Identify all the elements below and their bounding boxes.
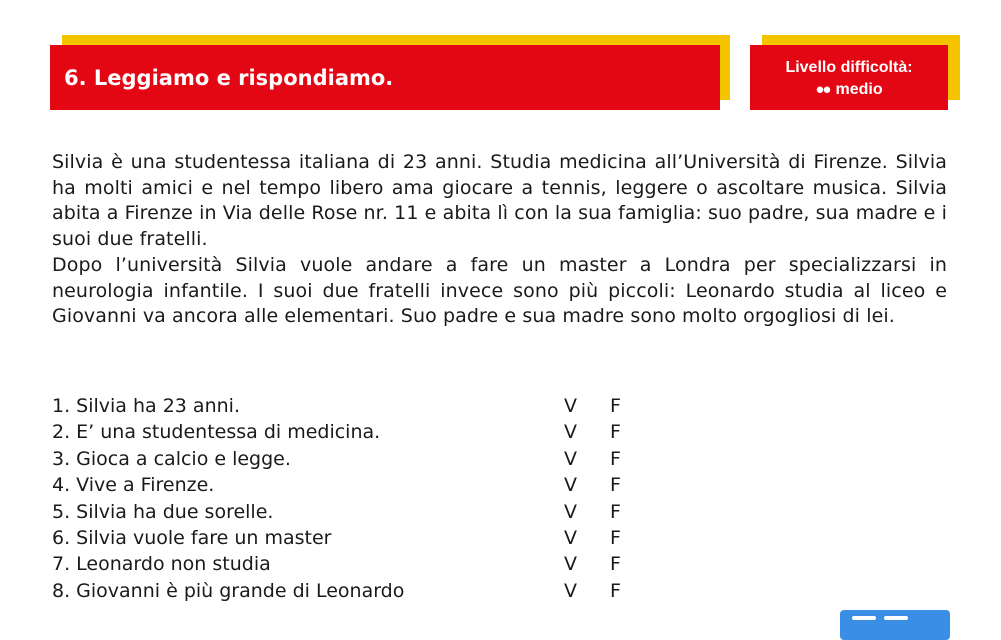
true-option[interactable]: V bbox=[564, 395, 577, 417]
exercise-title: 6. Leggiamo e rispondiamo. bbox=[64, 65, 394, 90]
difficulty-level-box bbox=[750, 45, 948, 110]
difficulty-label: Livello difficoltà: bbox=[785, 59, 913, 76]
question-item bbox=[52, 578, 652, 604]
question-item bbox=[52, 499, 652, 525]
passage-paragraph-2: Dopo l’università Silvia vuole andare a fare un master a Londra per specializzarsi in neurologia infantile. I suoi due fratelli invece sono più piccoli: Leonardo studia al liceo e Giovanni va ancora alle elementari. Suo padre e sua madre sono molto orgogliosi di lei. bbox=[52, 253, 947, 328]
true-option[interactable]: V bbox=[564, 474, 577, 497]
false-option[interactable]: F bbox=[610, 500, 621, 523]
question-text: 1. Silvia ha 23 anni. bbox=[52, 395, 240, 417]
true-option[interactable]: V bbox=[564, 553, 577, 576]
question-item bbox=[52, 525, 652, 551]
question-item bbox=[52, 393, 652, 419]
false-option[interactable]: F bbox=[610, 579, 621, 602]
true-option[interactable]: V bbox=[564, 500, 577, 523]
false-option[interactable]: F bbox=[610, 553, 621, 576]
true-option[interactable]: V bbox=[564, 421, 577, 444]
false-option[interactable]: F bbox=[610, 395, 621, 417]
question-text: 3. Gioca a calcio e legge. bbox=[52, 447, 291, 470]
toolbar-handle-icon bbox=[852, 616, 876, 620]
false-option[interactable]: F bbox=[610, 421, 621, 444]
corner-toolbar-widget[interactable] bbox=[840, 610, 950, 640]
true-option[interactable]: V bbox=[564, 579, 577, 602]
difficulty-dots-icon: ●● bbox=[815, 81, 830, 98]
question-text: 6. Silvia vuole fare un master bbox=[52, 526, 332, 549]
difficulty-value: medio bbox=[835, 81, 883, 98]
question-item bbox=[52, 419, 652, 445]
true-option[interactable]: V bbox=[564, 447, 577, 470]
false-option[interactable]: F bbox=[610, 526, 621, 549]
question-text: 8. Giovanni è più grande di Leonardo bbox=[52, 579, 405, 602]
difficulty-value-row bbox=[750, 79, 948, 101]
question-text: 4. Vive a Firenze. bbox=[52, 474, 215, 497]
reading-passage bbox=[52, 150, 947, 330]
question-text: 7. Leonardo non studia bbox=[52, 553, 271, 576]
true-false-questions bbox=[52, 393, 652, 604]
false-option[interactable]: F bbox=[610, 447, 621, 470]
question-item bbox=[52, 551, 652, 577]
question-item bbox=[52, 472, 652, 498]
passage-paragraph-1: Silvia è una studentessa italiana di 23 anni. Studia medicina all’Università di Firenze. Silvia ha molti amici e nel tempo libero ama giocare a tennis, leggere o ascoltare musica. Silvia abita a Firenze in Via delle Rose nr. 11 e abita lì con la sua famiglia: suo padre, sua madre e i suoi due fratelli. bbox=[52, 151, 947, 251]
toolbar-handle-icon bbox=[884, 616, 908, 620]
true-option[interactable]: V bbox=[564, 526, 577, 549]
question-text: 2. E’ una studentessa di medicina. bbox=[52, 421, 381, 444]
question-item bbox=[52, 446, 652, 472]
false-option[interactable]: F bbox=[610, 474, 621, 497]
exercise-title-bar bbox=[50, 45, 720, 110]
question-text: 5. Silvia ha due sorelle. bbox=[52, 500, 274, 523]
